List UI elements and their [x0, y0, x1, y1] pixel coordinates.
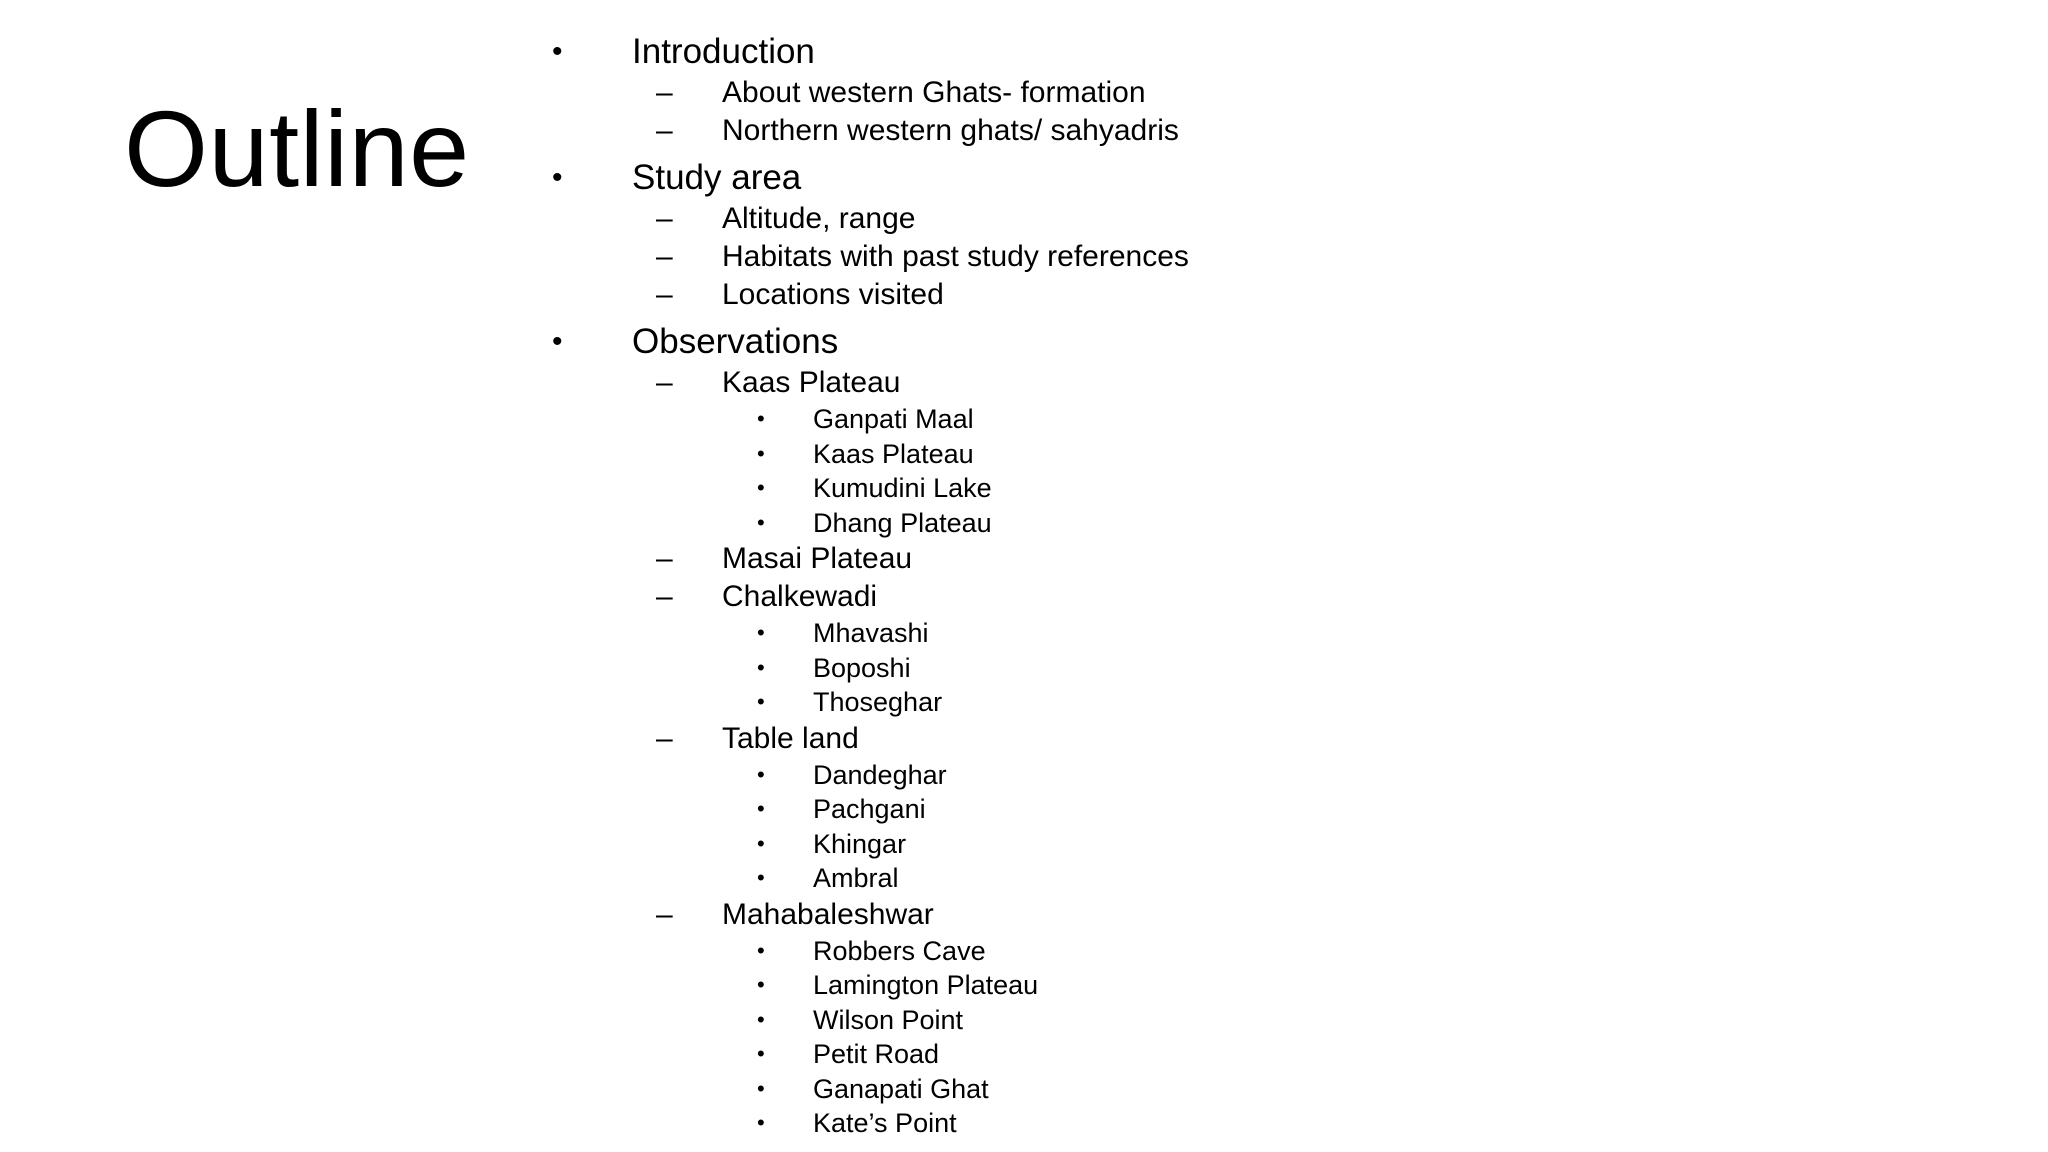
outline-text: Ganpati Maal — [813, 404, 974, 434]
outline-text: Ambral — [813, 863, 899, 893]
bullet-icon: • — [757, 796, 765, 821]
dash-icon: – — [656, 240, 673, 273]
bullet-icon: • — [757, 406, 765, 431]
bullet-icon: • — [552, 325, 563, 358]
slide-title: Outline — [124, 88, 470, 209]
bullet-icon: • — [757, 830, 765, 856]
outline-text: Kaas Plateau — [813, 438, 974, 469]
outline-text: Robbers Cave — [813, 935, 986, 966]
outline-text: Khingar — [813, 828, 907, 859]
dash-icon: – — [656, 542, 673, 575]
outline-text: Dandeghar — [813, 759, 947, 790]
outline-text: Habitats with past study references — [722, 240, 1189, 273]
bullet-icon: • — [757, 937, 765, 963]
outline-text: Observations — [632, 322, 839, 361]
outline-text: Masai Plateau — [722, 542, 913, 575]
bullet-icon: • — [757, 654, 765, 680]
bullet-icon: • — [552, 161, 563, 194]
outline-text: Pachgani — [813, 794, 926, 824]
bullet-icon: • — [757, 440, 765, 466]
outline-text: Boposhi — [813, 652, 911, 683]
bullet-icon: • — [552, 35, 563, 68]
outline-text: About western Ghats- formation — [722, 76, 1146, 109]
dash-icon: – — [656, 721, 673, 755]
outline-text: Northern western ghats/ sahyadris — [722, 114, 1179, 147]
outline-text: Mahabaleshwar — [722, 897, 934, 931]
dash-icon: – — [656, 278, 673, 311]
outline-text: Mhavashi — [813, 618, 929, 648]
bullet-icon: • — [757, 689, 765, 714]
outline-text: Study area — [632, 158, 802, 197]
dash-icon: – — [656, 76, 673, 109]
bullet-icon: • — [757, 475, 765, 500]
bullet-icon: • — [757, 620, 765, 645]
bullet-icon: • — [757, 509, 765, 535]
outline-text: Table land — [722, 721, 859, 755]
outline-text: Thoseghar — [813, 687, 943, 717]
dash-icon: – — [656, 114, 673, 147]
dash-icon: – — [656, 580, 673, 613]
outline-text: Introduction — [632, 32, 815, 71]
dash-icon: – — [656, 202, 673, 235]
dash-icon: – — [656, 366, 673, 399]
outline-text: Locations visited — [722, 278, 944, 311]
bullet-icon: • — [757, 1041, 765, 1066]
outline-text: Altitude, range — [722, 202, 916, 235]
outline-text: Chalkewadi — [722, 580, 878, 613]
outline-text: Kaas Plateau — [722, 366, 901, 399]
bullet-icon: • — [757, 865, 765, 890]
outline-text: Dhang Plateau — [813, 507, 992, 538]
bullet-icon: • — [757, 1110, 765, 1135]
bullet-icon: • — [757, 1075, 765, 1101]
bullet-icon: • — [757, 1006, 765, 1032]
outline-text: Ganapati Ghat — [813, 1073, 989, 1104]
dash-icon: – — [656, 897, 673, 931]
outline-text: Kumudini Lake — [813, 473, 992, 503]
outline-text: Petit Road — [813, 1039, 940, 1069]
outline-text: Wilson Point — [813, 1004, 964, 1035]
outline-text: Lamington Plateau — [813, 970, 1039, 1000]
bullet-icon: • — [757, 761, 765, 787]
bullet-icon: • — [757, 972, 765, 997]
outline-text: Kate’s Point — [813, 1108, 957, 1138]
